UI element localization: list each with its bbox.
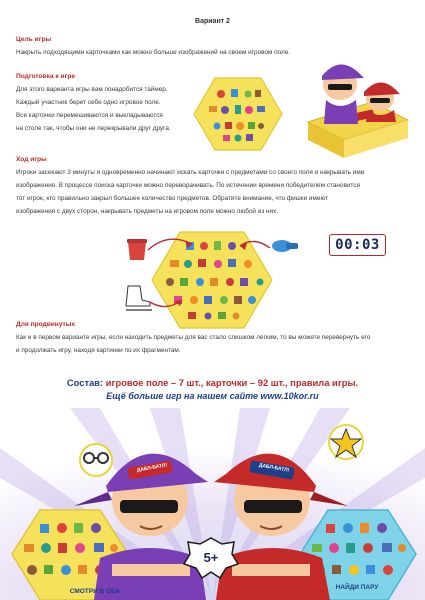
advanced-line: и продолжать игру, находя картинки по их фрагментам. — [16, 347, 181, 354]
advanced-line: Как и в первом варианте игры, если находить предметы для вас стало слишком легким, то вы можете перевернуть его — [16, 334, 371, 341]
right-field-label: НАЙДИ ПАРУ — [335, 584, 379, 591]
goal-text: Накрыть подходящими карточками как можно больше изображений на своем игровом поле. — [16, 49, 291, 56]
advanced-heading: Для продвинутых — [16, 321, 76, 328]
composition-items: игровое поле – 7 шт., карточки – 92 шт., правила игры. — [105, 377, 359, 388]
whistle-item — [272, 240, 298, 252]
gameplay-line: Игроки засекают 3 минуты и одновременно начинают искать карточки с предметами со своего поля и накрывать ими — [16, 169, 365, 176]
characters-illustration — [0, 408, 425, 600]
advanced-text — [16, 331, 416, 357]
prep-line: Все карточки перемешиваются и выкладываются — [16, 112, 163, 119]
gameplay-illustration — [122, 226, 302, 334]
goal-heading: Цель игры — [16, 36, 52, 43]
page-title: Вариант 2 — [195, 18, 230, 25]
composition-line — [0, 377, 425, 388]
prep-text — [16, 83, 216, 135]
game-field-illustration — [193, 76, 283, 152]
gameplay-heading: Ход игры — [16, 156, 47, 163]
red-cap-text: ДАБЛ-БАТЛ! — [258, 462, 290, 474]
age-badge-text: 5+ — [203, 550, 219, 565]
timer-display: 00:03 — [329, 234, 386, 256]
composition-label: Состав: — [66, 377, 104, 388]
gameplay-line: изображения. В процессе поиска карточки можно переворачивать. По истечении времени победителем становится — [16, 182, 360, 189]
left-field-label: СМОТРИ В ОБА — [69, 588, 121, 595]
gameplay-text — [16, 166, 416, 218]
gameplay-line: тот игрок, кто правильно закрыл большее количество предметов. Обратите внимание, что фишки имеют — [16, 195, 329, 202]
gameplay-line: изображения с двух сторон, накрывать предметы на игровом поле можно любой из них. — [16, 208, 279, 215]
purple-cap-text: ДАБЛ-БАТЛ! — [136, 462, 168, 474]
game-box-illustration — [300, 42, 412, 160]
prep-line: Для этого варианта игры вам понадобится таймер. — [16, 86, 168, 93]
bucket-item — [127, 239, 147, 260]
skate-item — [126, 286, 152, 310]
website-promo: Ещё больше игр на нашем сайте www.10kor.ru — [106, 391, 319, 401]
prep-line: на столе так, чтобы они не перекрывали друг друга. — [16, 125, 171, 132]
star-icon — [329, 425, 363, 459]
prep-line: Каждый участник берет себе одно игровое поле. — [16, 99, 161, 106]
red-cap-boy — [364, 82, 400, 122]
bottom-artwork — [0, 408, 425, 600]
glasses-icon — [80, 444, 112, 476]
prep-heading: Подготовка к игре — [16, 73, 76, 80]
